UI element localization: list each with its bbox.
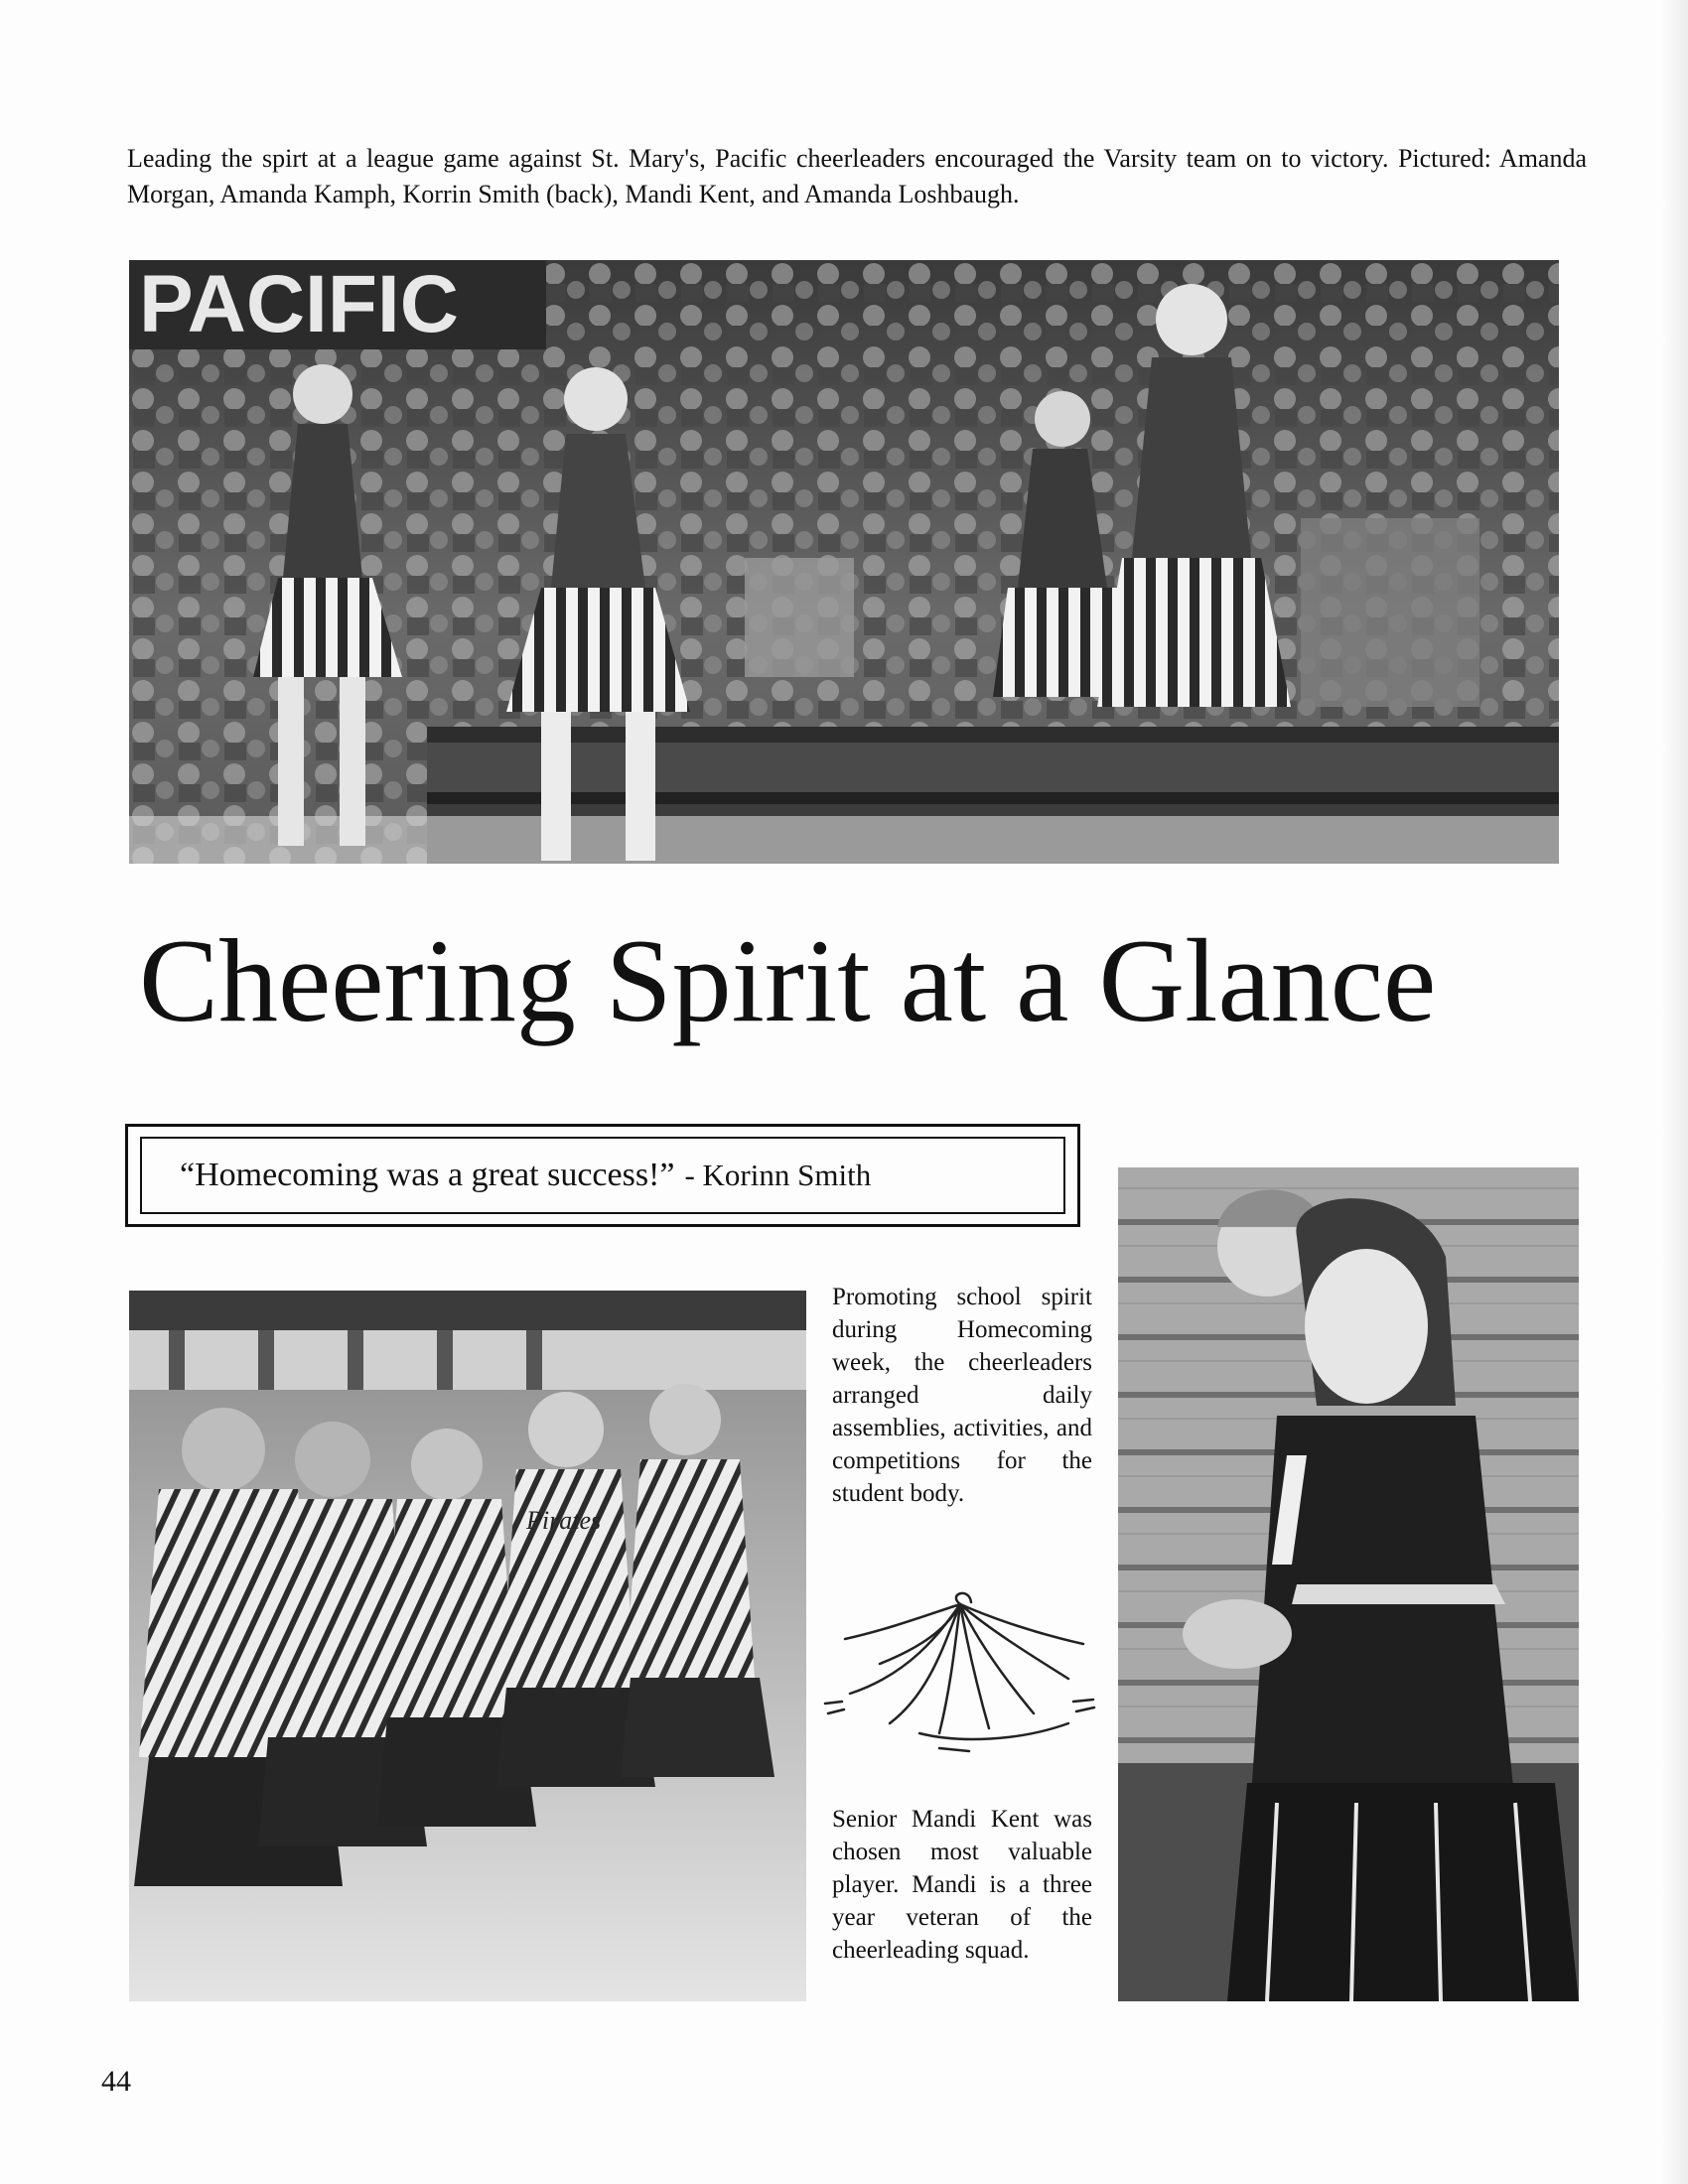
quote-inner-frame xyxy=(140,1137,1065,1214)
page-headline: Cheering Spirit at a Glance xyxy=(139,914,1437,1046)
quote-box xyxy=(125,1124,1080,1227)
homecoming-caption: Promoting school spirit during Homecoming week, the cheerleaders arranged daily assemblies, activities, and competitions for the student body. xyxy=(832,1284,1092,1507)
page-number: 44 xyxy=(101,2065,131,2098)
uniform-lettering: Pirates xyxy=(526,1506,602,1535)
pacific-banner-text: PACIFIC xyxy=(139,260,459,349)
cheerleaders-wall-photo xyxy=(1118,1167,1579,2001)
cheerleaders-line-photo xyxy=(129,1291,806,2001)
pompom-illustration xyxy=(820,1584,1100,1753)
quote-text: “Homecoming was a great success!” xyxy=(180,1157,675,1193)
cheerleaders-bleachers-photo xyxy=(129,260,1559,864)
top-photo-caption: Leading the spirt at a league game against St. Mary's, Pacific cheerleaders encouraged the Varsity team on to victory. Pictured: Amanda Morgan, Amanda Kamph, Korrin Smith (back), Mandi Kent, and Amanda Loshbaugh. xyxy=(127,144,1587,208)
mvp-caption: Senior Mandi Kent was chosen most valuable player. Mandi is a three year veteran of the cheerleading squad. xyxy=(832,1806,1092,1964)
quote-author: - Korinn Smith xyxy=(684,1158,872,1192)
page-edge-shadow xyxy=(1662,0,1688,2184)
